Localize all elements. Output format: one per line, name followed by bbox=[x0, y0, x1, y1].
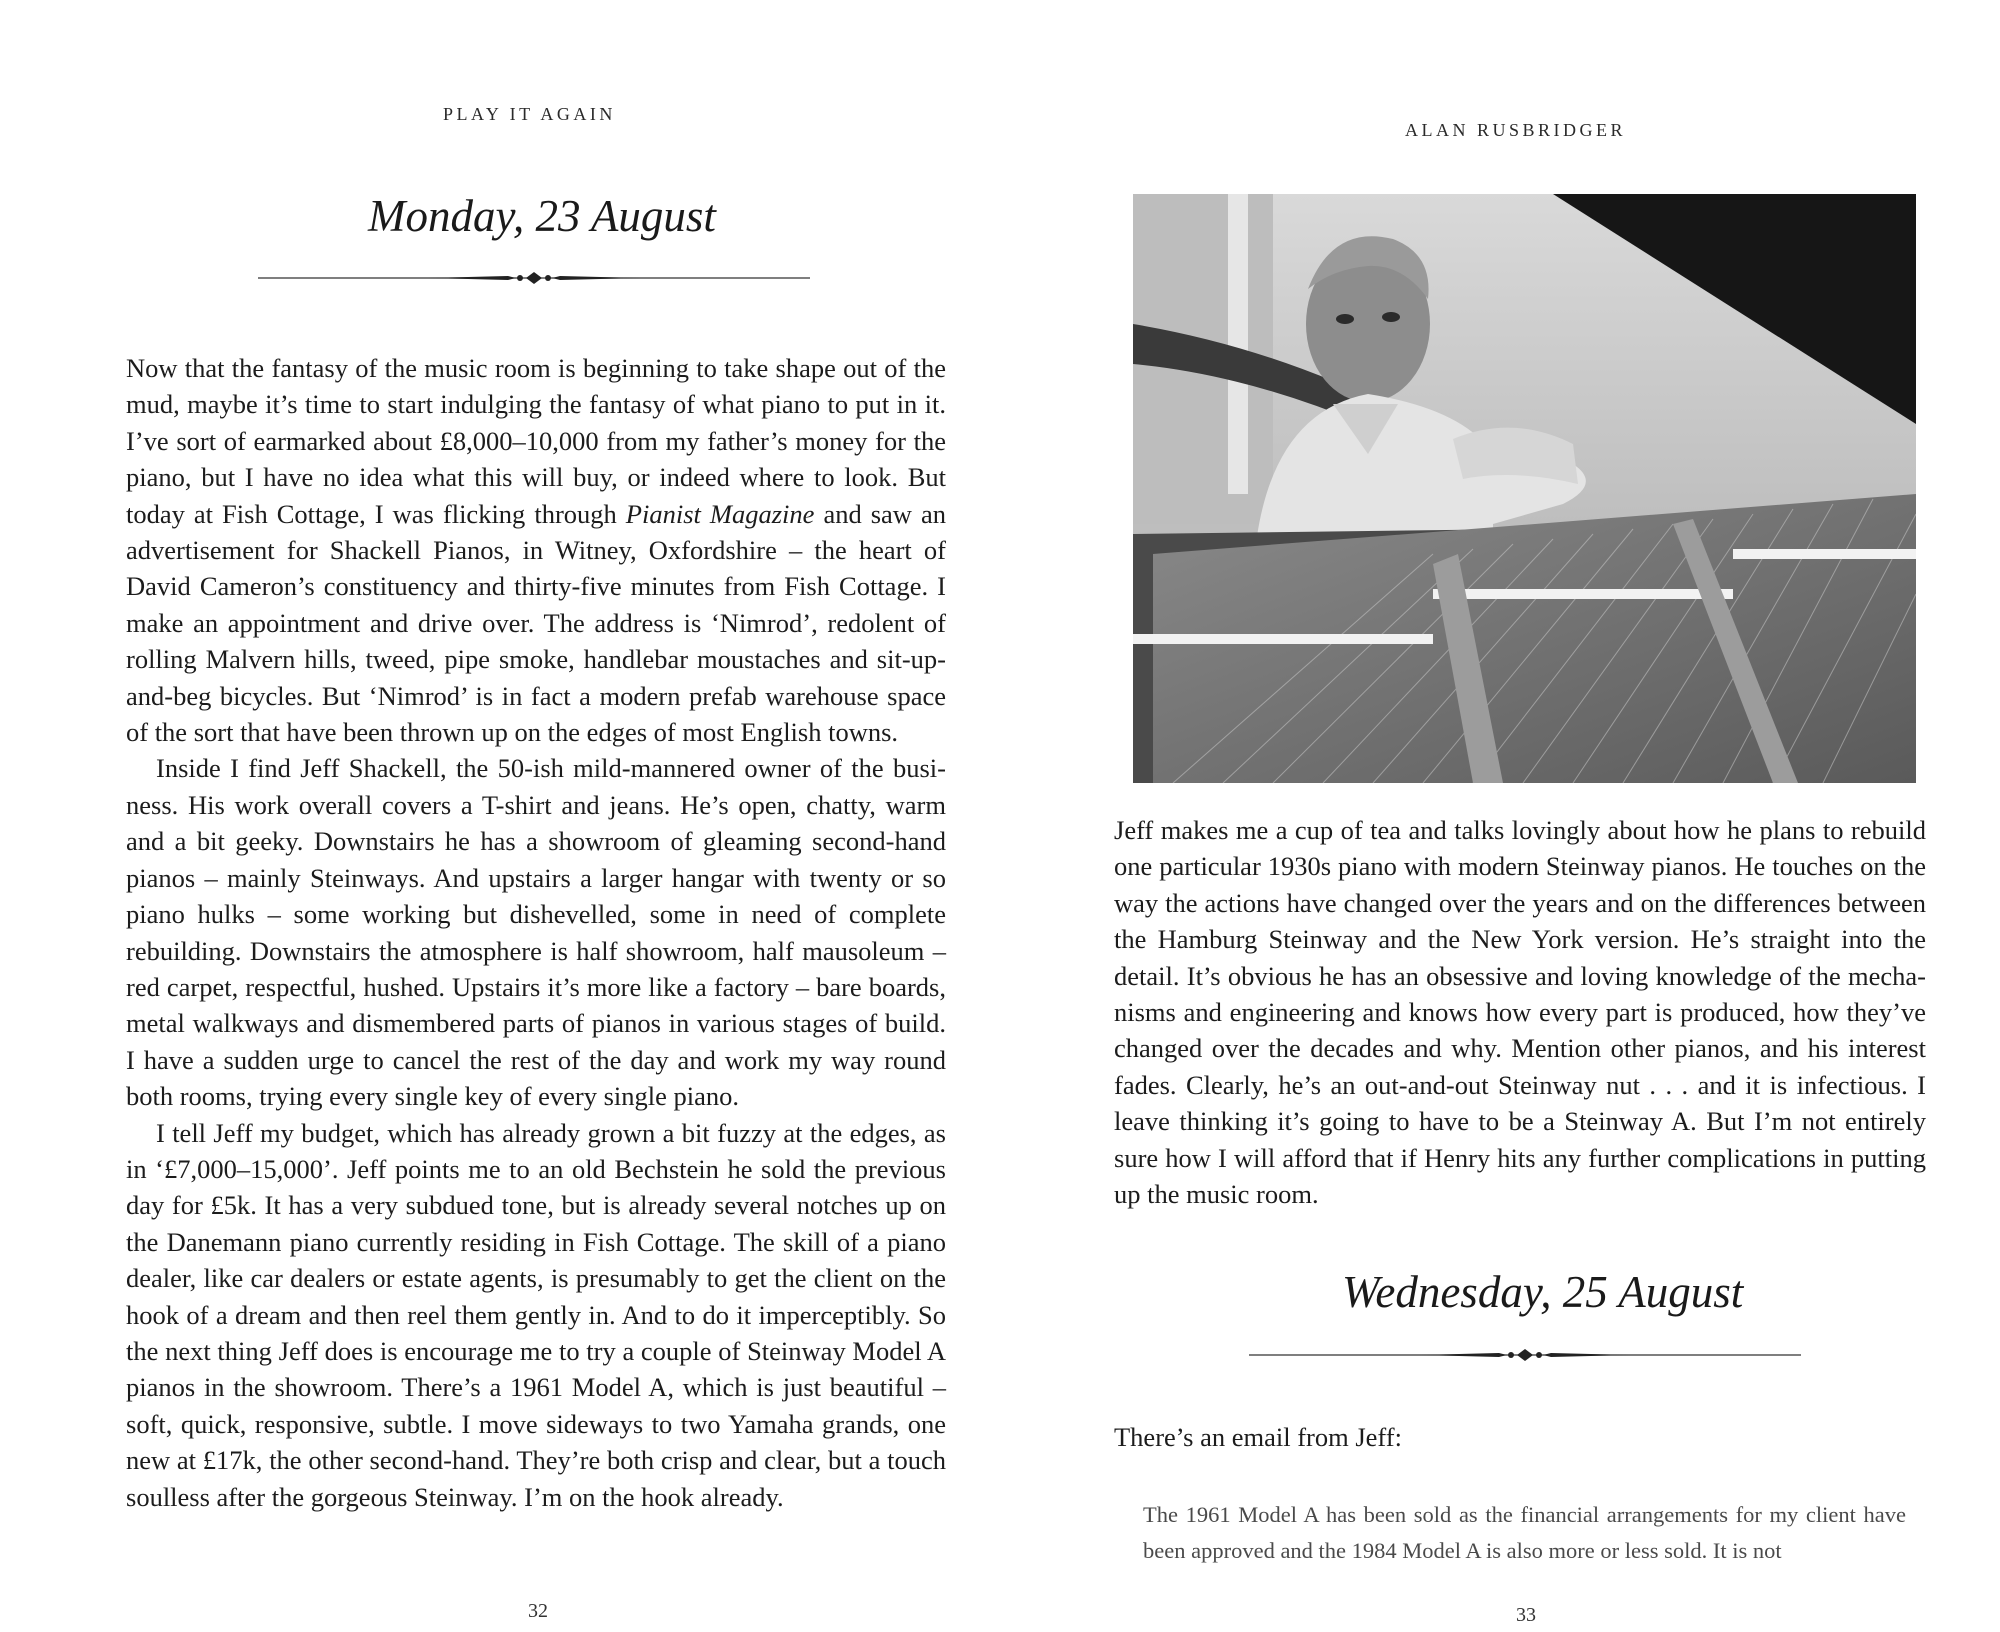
ornament-divider-icon bbox=[258, 266, 810, 290]
piano-photo-image bbox=[1133, 194, 1916, 783]
left-body-text bbox=[126, 350, 946, 1515]
paragraph-text: Now that the fantasy of the music room is beginning to take shape out of the mud, maybe it’s time to start indulging the fantasy of what piano to put in it. I’ve sort of earmarked about £8,000–10,000 from my father’s money for the piano, but I have no idea what this will buy, or indeed where to look. But today at Fish Cottage, I was flicking through bbox=[126, 353, 946, 529]
running-head-author: ALAN RUSBRIDGER bbox=[1405, 120, 1627, 140]
entry-title-monday: Monday, 23 August bbox=[368, 191, 716, 241]
photo-man-at-grand-piano bbox=[1133, 194, 1916, 783]
paragraph: I tell Jeff my budget, which has already grown a bit fuzzy at the edges, as in ‘£7,000–15,000’. Jeff points me to an old Bechstein he sold the previous day for £5k. It has a very subdued tone, but is already several notches up on the Danemann piano currently residing in Fish Cottage. The skill of a piano dealer, like car dealers or estate agents, is presumably to get the client on the hook of a dream and then reel them gently in. And to do it imperceptibly. So the next thing Jeff does is encourage me to try a couple of Steinway Model A pianos in the showroom. There’s a 1961 Model A, which is just beautiful – soft, quick, responsive, subtle. I move sideways to two Yamaha grands, one new at £17k, the other second-hand. They’re both crisp and clear, but a touch soulless after the gorgeous Steinway. I’m on the hook already. bbox=[126, 1117, 946, 1512]
right-body-text: Jeff makes me a cup of tea and talks lovingly about how he plans to rebuild one particular 1930s piano with modern Steinway pianos. He touches on the way the actions have changed over the years and on the differences between the Hamburg Steinway and the New York version. He’s straight into the detail. It’s obvious he has an obsessive and loving knowledge of the mechanisms and engineering and knows how every part is produced, how they’ve changed over the decades and why. Mention other pianos, and his interest fades. Clearly, he’s an out-and-out Steinway nut . . . and it is infectious. I leave thinking it’s going to have to be a Steinway A. But I’m not entirely sure how I will afford that if Henry hits any further complications in putting up the music room. bbox=[1114, 815, 1926, 1210]
paragraph-text: and saw an advertisement for Shackell Pianos, in Witney, Oxfordshire – the heart of David Cameron’s constituency and thirty-five minutes from Fish Cottage. I make an appointment and drive over. The address is ‘Nimrod’, redolent of rolling Malvern hills, tweed, pipe smoke, handlebar moustaches and sit-up-and-beg bicycles. But ‘Nimrod’ is in fact a modern prefab warehouse space of the sort that have been thrown up on the edges of most English towns. bbox=[126, 498, 946, 748]
running-head-book-title: PLAY IT AGAIN bbox=[443, 104, 616, 124]
page-number: 33 bbox=[1516, 1604, 1536, 1626]
paragraph bbox=[126, 350, 946, 750]
entry-title-wednesday: Wednesday, 25 August bbox=[1342, 1267, 1744, 1317]
right-page bbox=[1000, 0, 2000, 1632]
magazine-title: Pianist Magazine bbox=[625, 498, 815, 529]
page-number: 32 bbox=[528, 1600, 548, 1622]
email-intro: There’s an email from Jeff: bbox=[1114, 1422, 1402, 1452]
email-quote: The 1961 Model A has been sold as the financial arrangements for my client have been approved and the 1984 Model A is also more or less sold. It is not bbox=[1143, 1502, 1906, 1563]
paragraph: Inside I find Jeff Shackell, the 50-ish mild-mannered owner of the business. His work overall covers a T-shirt and jeans. He’s open, chatty, warm and a bit geeky. Downstairs he has a showroom of gleaming second-hand pianos – mainly Steinways. And upstairs a larger hangar with twenty or so piano hulks – some working but dishevelled, some in need of complete rebuilding. Downstairs the atmosphere is half showroom, half mausoleum – red carpet, respectful, hushed. Upstairs it’s more like a factory – bare boards, metal walkways and dismembered parts of pianos in various stages of build. I have a sudden urge to cancel the rest of the day and work my way round both rooms, trying every single key of every single piano. bbox=[126, 753, 946, 1112]
ornament-divider-icon bbox=[1249, 1343, 1801, 1367]
